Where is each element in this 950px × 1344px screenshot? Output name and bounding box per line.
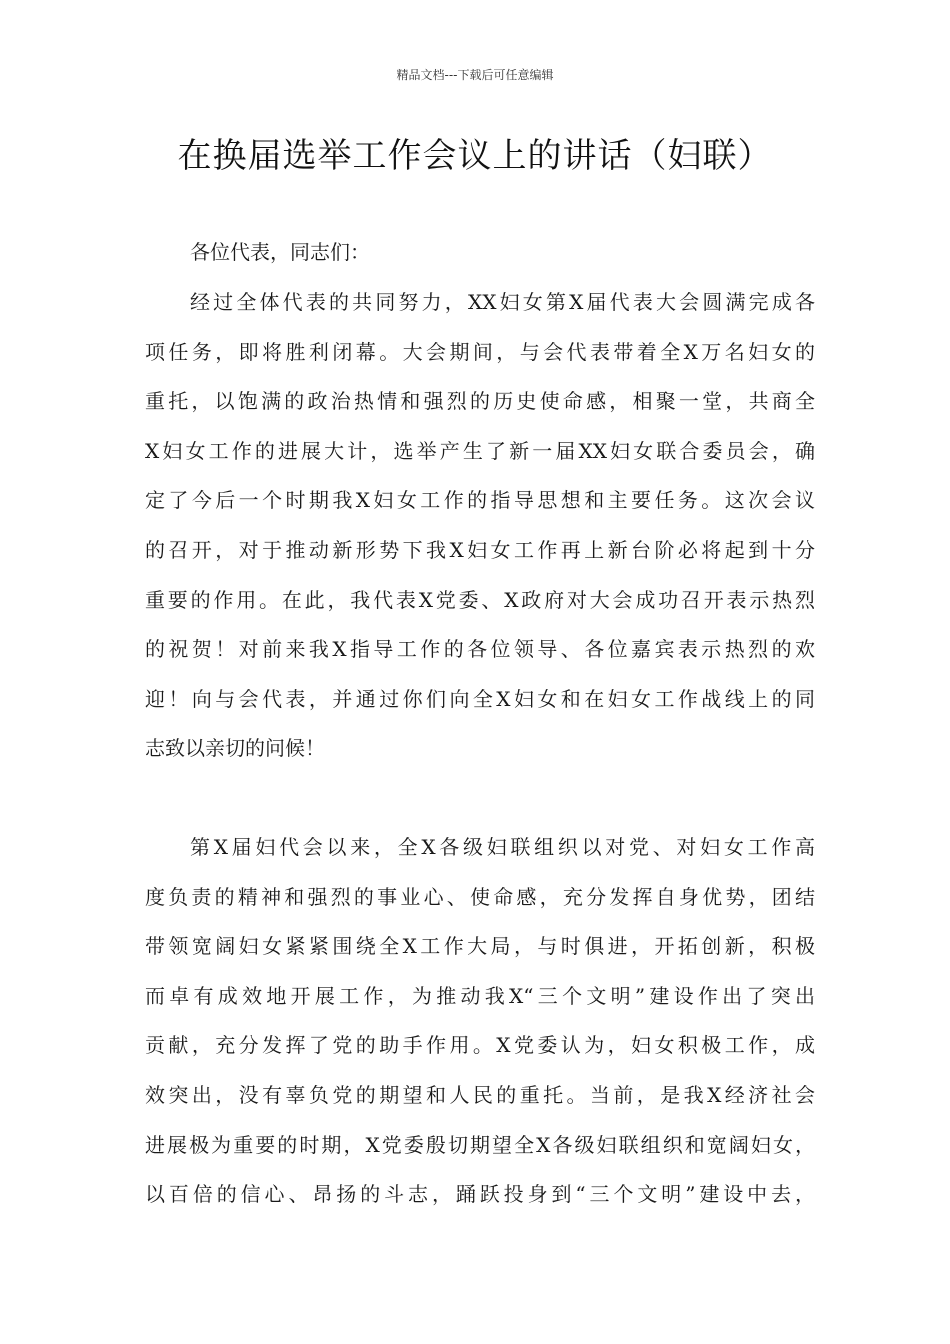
paragraph-line: 进展极为重要的时期，X党委殷切期望全X各级妇联组织和宽阔妇女，: [145, 1132, 815, 1157]
paragraph-line: X妇女工作的进展大计，选举产生了新一届XX妇女联合委员会，确: [145, 438, 815, 463]
document-title: 在换届选举工作会议上的讲话（妇联）: [177, 136, 773, 176]
paragraph-line: 以百倍的信心、昂扬的斗志，踊跃投身到“三个文明”建设中去，: [145, 1182, 815, 1207]
greeting-paragraph: [145, 228, 815, 278]
paragraph-line: 第X届妇代会以来，全X各级妇联组织以对党、对妇女工作高: [190, 835, 815, 859]
paragraph-line: 志致以亲切的问候！: [145, 736, 325, 761]
paragraph-1: [145, 278, 815, 774]
paragraph-line: 带领宽阔妇女紧紧围绕全X工作大局，与时俱进，开拓创新，积极: [145, 934, 815, 959]
greeting-line: 各位代表，同志们：: [190, 240, 370, 264]
paragraph-line: 贡献，充分发挥了党的助手作用。X党委认为，妇女积极工作，成: [145, 1033, 815, 1058]
paragraph-line: 定了今后一个时期我X妇女工作的指导思想和主要任务。这次会议: [145, 488, 815, 513]
paragraph-line: 效突出，没有辜负党的期望和人民的重托。当前，是我X经济社会: [145, 1082, 815, 1107]
page-header-watermark: 精品文档---下载后可任意编辑: [396, 68, 554, 82]
paragraph-line: 的召开，对于推动新形势下我X妇女工作再上新台阶必将起到十分: [145, 537, 815, 562]
paragraph-line: 迎！向与会代表，并通过你们向全X妇女和在妇女工作战线上的同: [145, 686, 815, 711]
paragraph-line: 经过全体代表的共同努力，XX妇女第X届代表大会圆满完成各: [190, 290, 815, 314]
paragraph-line: 重托，以饱满的政治热情和强烈的历史使命感，相聚一堂，共商全: [145, 389, 815, 414]
paragraph-2: [145, 823, 815, 1220]
paragraph-line: 度负责的精神和强烈的事业心、使命感，充分发挥自身优势，团结: [145, 884, 815, 909]
paragraph-line: 重要的作用。在此，我代表X党委、X政府对大会成功召开表示热烈: [145, 587, 815, 612]
paragraph-line: 而卓有成效地开展工作，为推动我X“三个文明”建设作出了突出: [145, 983, 815, 1008]
paragraph-line: 的祝贺！对前来我X指导工作的各位领导、各位嘉宾表示热烈的欢: [145, 637, 815, 662]
paragraph-line: 项任务，即将胜利闭幕。大会期间，与会代表带着全X万名妇女的: [145, 339, 815, 364]
